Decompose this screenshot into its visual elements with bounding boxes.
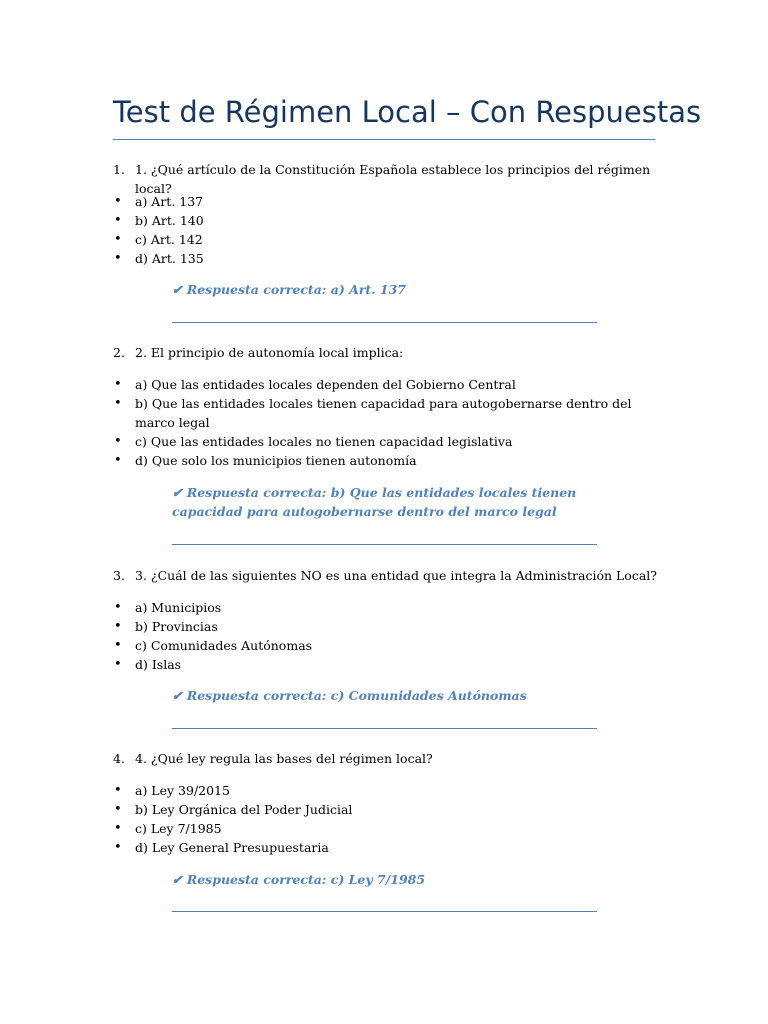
bullet-icon: •: [114, 377, 122, 392]
option-item: [113, 249, 658, 268]
option-item: [113, 800, 658, 819]
bullet-icon: •: [114, 802, 122, 817]
bullet-icon: •: [114, 251, 122, 266]
option-text: a) Que las entidades locales dependen del Gobierno Central: [135, 377, 516, 392]
document-title: Test de Régimen Local – Con Respuestas: [113, 95, 702, 129]
option-text: b) Provincias: [135, 619, 218, 634]
bullet-icon: •: [114, 232, 122, 247]
bullet-icon: •: [114, 619, 122, 634]
option-item: [113, 211, 658, 230]
bullet-icon: •: [114, 213, 122, 228]
options-list: [113, 375, 658, 470]
correct-answer: ✔ Respuesta correcta: a) Art. 137: [172, 282, 406, 297]
option-text: b) Art. 140: [135, 213, 204, 228]
answer-divider: [172, 911, 597, 912]
option-item: [113, 598, 658, 617]
question-number: 1.: [113, 162, 125, 177]
question-number: 2.: [113, 345, 125, 360]
option-text: d) Art. 135: [135, 251, 204, 266]
answer-divider: [172, 544, 597, 545]
bullet-icon: •: [114, 840, 122, 855]
correct-answer: ✔ Respuesta correcta: b) Que las entidades locales tienen capacidad para autogobernarse dentro del marco legal: [172, 485, 577, 519]
answer-divider: [172, 728, 597, 729]
option-item: [113, 230, 658, 249]
answer-divider: [172, 322, 597, 323]
question-text: [113, 566, 658, 585]
question-number: 4.: [113, 751, 125, 766]
option-text: d) Que solo los municipios tienen autonomía: [135, 453, 417, 468]
options-list: [113, 598, 658, 674]
option-item: [113, 451, 658, 470]
option-item: [113, 432, 658, 451]
bullet-icon: •: [114, 434, 122, 449]
option-item: [113, 819, 658, 838]
option-text: a) Municipios: [135, 600, 222, 615]
bullet-icon: •: [114, 194, 122, 209]
question-number: 3.: [113, 568, 125, 583]
question-body: 4. ¿Qué ley regula las bases del régimen local?: [135, 751, 433, 766]
option-item: [113, 192, 658, 211]
title-underline: [113, 139, 655, 140]
bullet-icon: •: [114, 657, 122, 672]
option-item: [113, 655, 658, 674]
option-text: d) Ley General Presupuestaria: [135, 840, 329, 855]
option-text: c) Art. 142: [135, 232, 203, 247]
bullet-icon: •: [114, 453, 122, 468]
correct-answer: ✔ Respuesta correcta: c) Ley 7/1985: [172, 872, 426, 887]
bullet-icon: •: [114, 821, 122, 836]
option-item: [113, 781, 658, 800]
option-text: c) Que las entidades locales no tienen capacidad legislativa: [135, 434, 513, 449]
options-list: [113, 781, 658, 857]
question-text: [113, 749, 658, 768]
question-body: 2. El principio de autonomía local implica:: [135, 345, 404, 360]
option-text: c) Comunidades Autónomas: [135, 638, 313, 653]
option-item: [113, 838, 658, 857]
option-text: b) Ley Orgánica del Poder Judicial: [135, 802, 353, 817]
bullet-icon: •: [114, 600, 122, 615]
correct-answer: ✔ Respuesta correcta: c) Comunidades Autónomas: [172, 688, 527, 703]
question-body: 1. ¿Qué artículo de la Constitución Española establece los principios del régimen local?: [135, 162, 651, 196]
options-list: [113, 192, 658, 268]
bullet-icon: •: [114, 783, 122, 798]
bullet-icon: •: [114, 396, 122, 411]
question-body: 3. ¿Cuál de las siguientes NO es una entidad que integra la Administración Local?: [135, 568, 657, 583]
option-text: d) Islas: [135, 657, 182, 672]
option-text: b) Que las entidades locales tienen capacidad para autogobernarse dentro del marco legal: [135, 396, 632, 430]
option-text: a) Ley 39/2015: [135, 783, 230, 798]
option-text: c) Ley 7/1985: [135, 821, 222, 836]
option-text: a) Art. 137: [135, 194, 204, 209]
option-item: [113, 375, 658, 394]
option-item: [113, 636, 658, 655]
option-item: [113, 617, 658, 636]
bullet-icon: •: [114, 638, 122, 653]
option-item: [113, 394, 658, 432]
question-text: [113, 343, 658, 362]
